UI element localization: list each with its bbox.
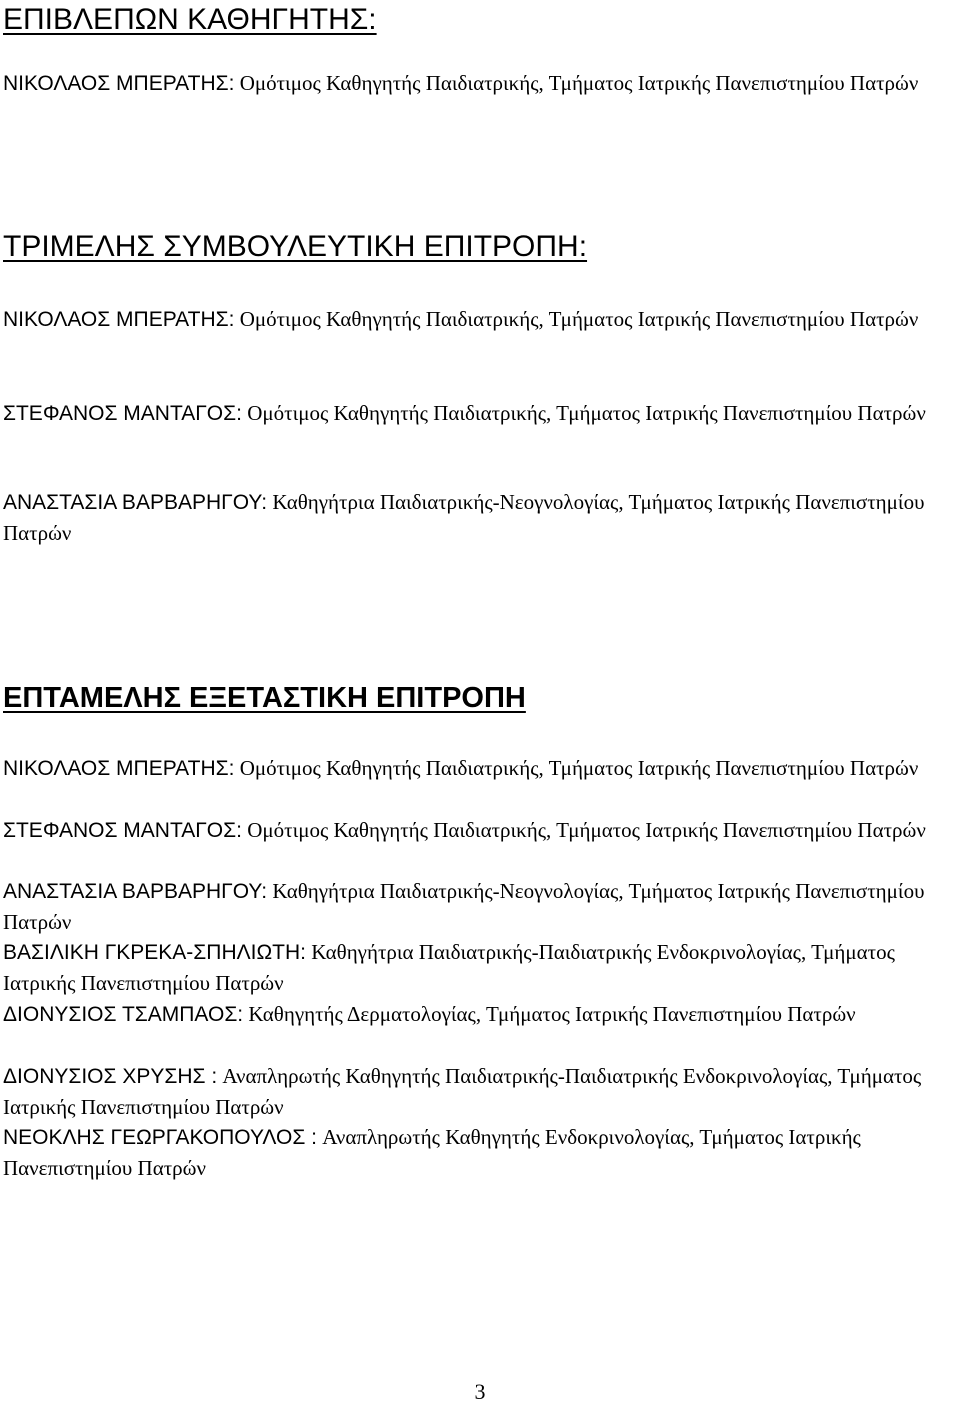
member-description: Ομότιμος Καθηγητής Παιδιατρικής, Τμήματος Ιατρικής Πανεπιστημίου Πατρών	[247, 818, 926, 842]
member-description: Αναπληρωτής Καθηγητής Ενδοκρινολογίας, Τμήματος Ιατρικής Πανεπιστημίου Πατρών	[3, 1125, 861, 1180]
member-name: ΝΙΚΟΛΑΟΣ ΜΠΕΡΑΤΗΣ:	[3, 72, 235, 95]
examination-member-entry	[3, 937, 960, 998]
member-name: ΝΙΚΟΛΑΟΣ ΜΠΕΡΑΤΗΣ:	[3, 308, 235, 331]
member-name: ΑΝΑΣΤΑΣΙΑ ΒΑΡΒΑΡΗΓΟΥ:	[3, 880, 268, 903]
member-description: Καθηγήτρια Παιδιατρικής-Νεογνολογίας, Τμήματος Ιατρικής Πανεπιστημίου Πατρών	[3, 879, 925, 934]
examination-member-entry	[3, 1122, 960, 1183]
member-name: ΑΝΑΣΤΑΣΙΑ ΒΑΡΒΑΡΗΓΟΥ:	[3, 491, 268, 514]
member-description: Καθηγήτρια Παιδιατρικής-Νεογνολογίας, Τμήματος Ιατρικής Πανεπιστημίου Πατρών	[3, 490, 925, 545]
examination-member-entry	[3, 753, 960, 784]
member-name: ΔΙΟΝΥΣΙΟΣ ΤΣΑΜΠΑΟΣ:	[3, 1003, 244, 1026]
member-description: Ομότιμος Καθηγητής Παιδιατρικής, Τμήματος Ιατρικής Πανεπιστημίου Πατρών	[239, 756, 919, 780]
member-name: ΝΕΟΚΛΗΣ ΓΕΩΡΓΑΚΟΠΟΥΛΟΣ :	[3, 1126, 317, 1149]
examination-member-entry	[3, 876, 960, 937]
member-name: ΣΤΕΦΑΝΟΣ ΜΑΝΤΑΓΟΣ:	[3, 819, 242, 842]
advisory-member-entry	[3, 398, 960, 429]
member-description: Ομότιμος Καθηγητής Παιδιατρικής, Τμήματος Ιατρικής Πανεπιστημίου Πατρών	[239, 71, 919, 95]
member-description: Αναπληρωτής Καθηγητής Παιδιατρικής-Παιδιατρικής Ενδοκρινολογίας, Τμήματος Ιατρικής Πανεπιστημίου Πατρών	[3, 1064, 922, 1119]
supervisor-entry	[3, 68, 960, 99]
member-description: Καθηγητής Δερματολογίας, Τμήματος Ιατρικής Πανεπιστημίου Πατρών	[248, 1002, 856, 1026]
advisory-member-entry	[3, 304, 960, 335]
member-description: Ομότιμος Καθηγητής Παιδιατρικής, Τμήματος Ιατρικής Πανεπιστημίου Πατρών	[239, 307, 919, 331]
page-number: 3	[474, 1379, 486, 1404]
member-description: Ομότιμος Καθηγητής Παιδιατρικής, Τμήματος Ιατρικής Πανεπιστημίου Πατρών	[247, 401, 926, 425]
member-description: Καθηγήτρια Παιδιατρικής-Παιδιατρικής Ενδοκρινολογίας, Τμήματος Ιατρικής Πανεπιστημίου Πατρών	[3, 940, 895, 995]
member-name: ΝΙΚΟΛΑΟΣ ΜΠΕΡΑΤΗΣ:	[3, 757, 235, 780]
examination-committee-heading: ΕΠΤΑΜΕΛΗΣ ΕΞΕΤΑΣΤΙΚΗ ΕΠΙΤΡΟΠΗ	[3, 682, 526, 714]
examination-member-entry	[3, 999, 960, 1030]
advisory-member-entry	[3, 487, 960, 549]
member-name: ΣΤΕΦΑΝΟΣ ΜΑΝΤΑΓΟΣ:	[3, 402, 242, 425]
examination-member-entry	[3, 815, 960, 846]
examination-member-entry	[3, 1061, 960, 1122]
member-name: ΔΙΟΝΥΣΙΟΣ ΧΡΥΣΗΣ :	[3, 1065, 218, 1088]
supervisor-heading: ΕΠΙΒΛΕΠΩΝ ΚΑΘΗΓΗΤΗΣ:	[3, 3, 377, 36]
advisory-committee-heading: ΤΡΙΜΕΛΗΣ ΣΥΜΒΟΥΛΕΥΤΙΚΗ ΕΠΙΤΡΟΠΗ:	[3, 230, 588, 263]
member-name: ΒΑΣΙΛΙΚΗ ΓΚΡΕΚΑ-ΣΠΗΛΙΩΤΗ:	[3, 941, 306, 964]
